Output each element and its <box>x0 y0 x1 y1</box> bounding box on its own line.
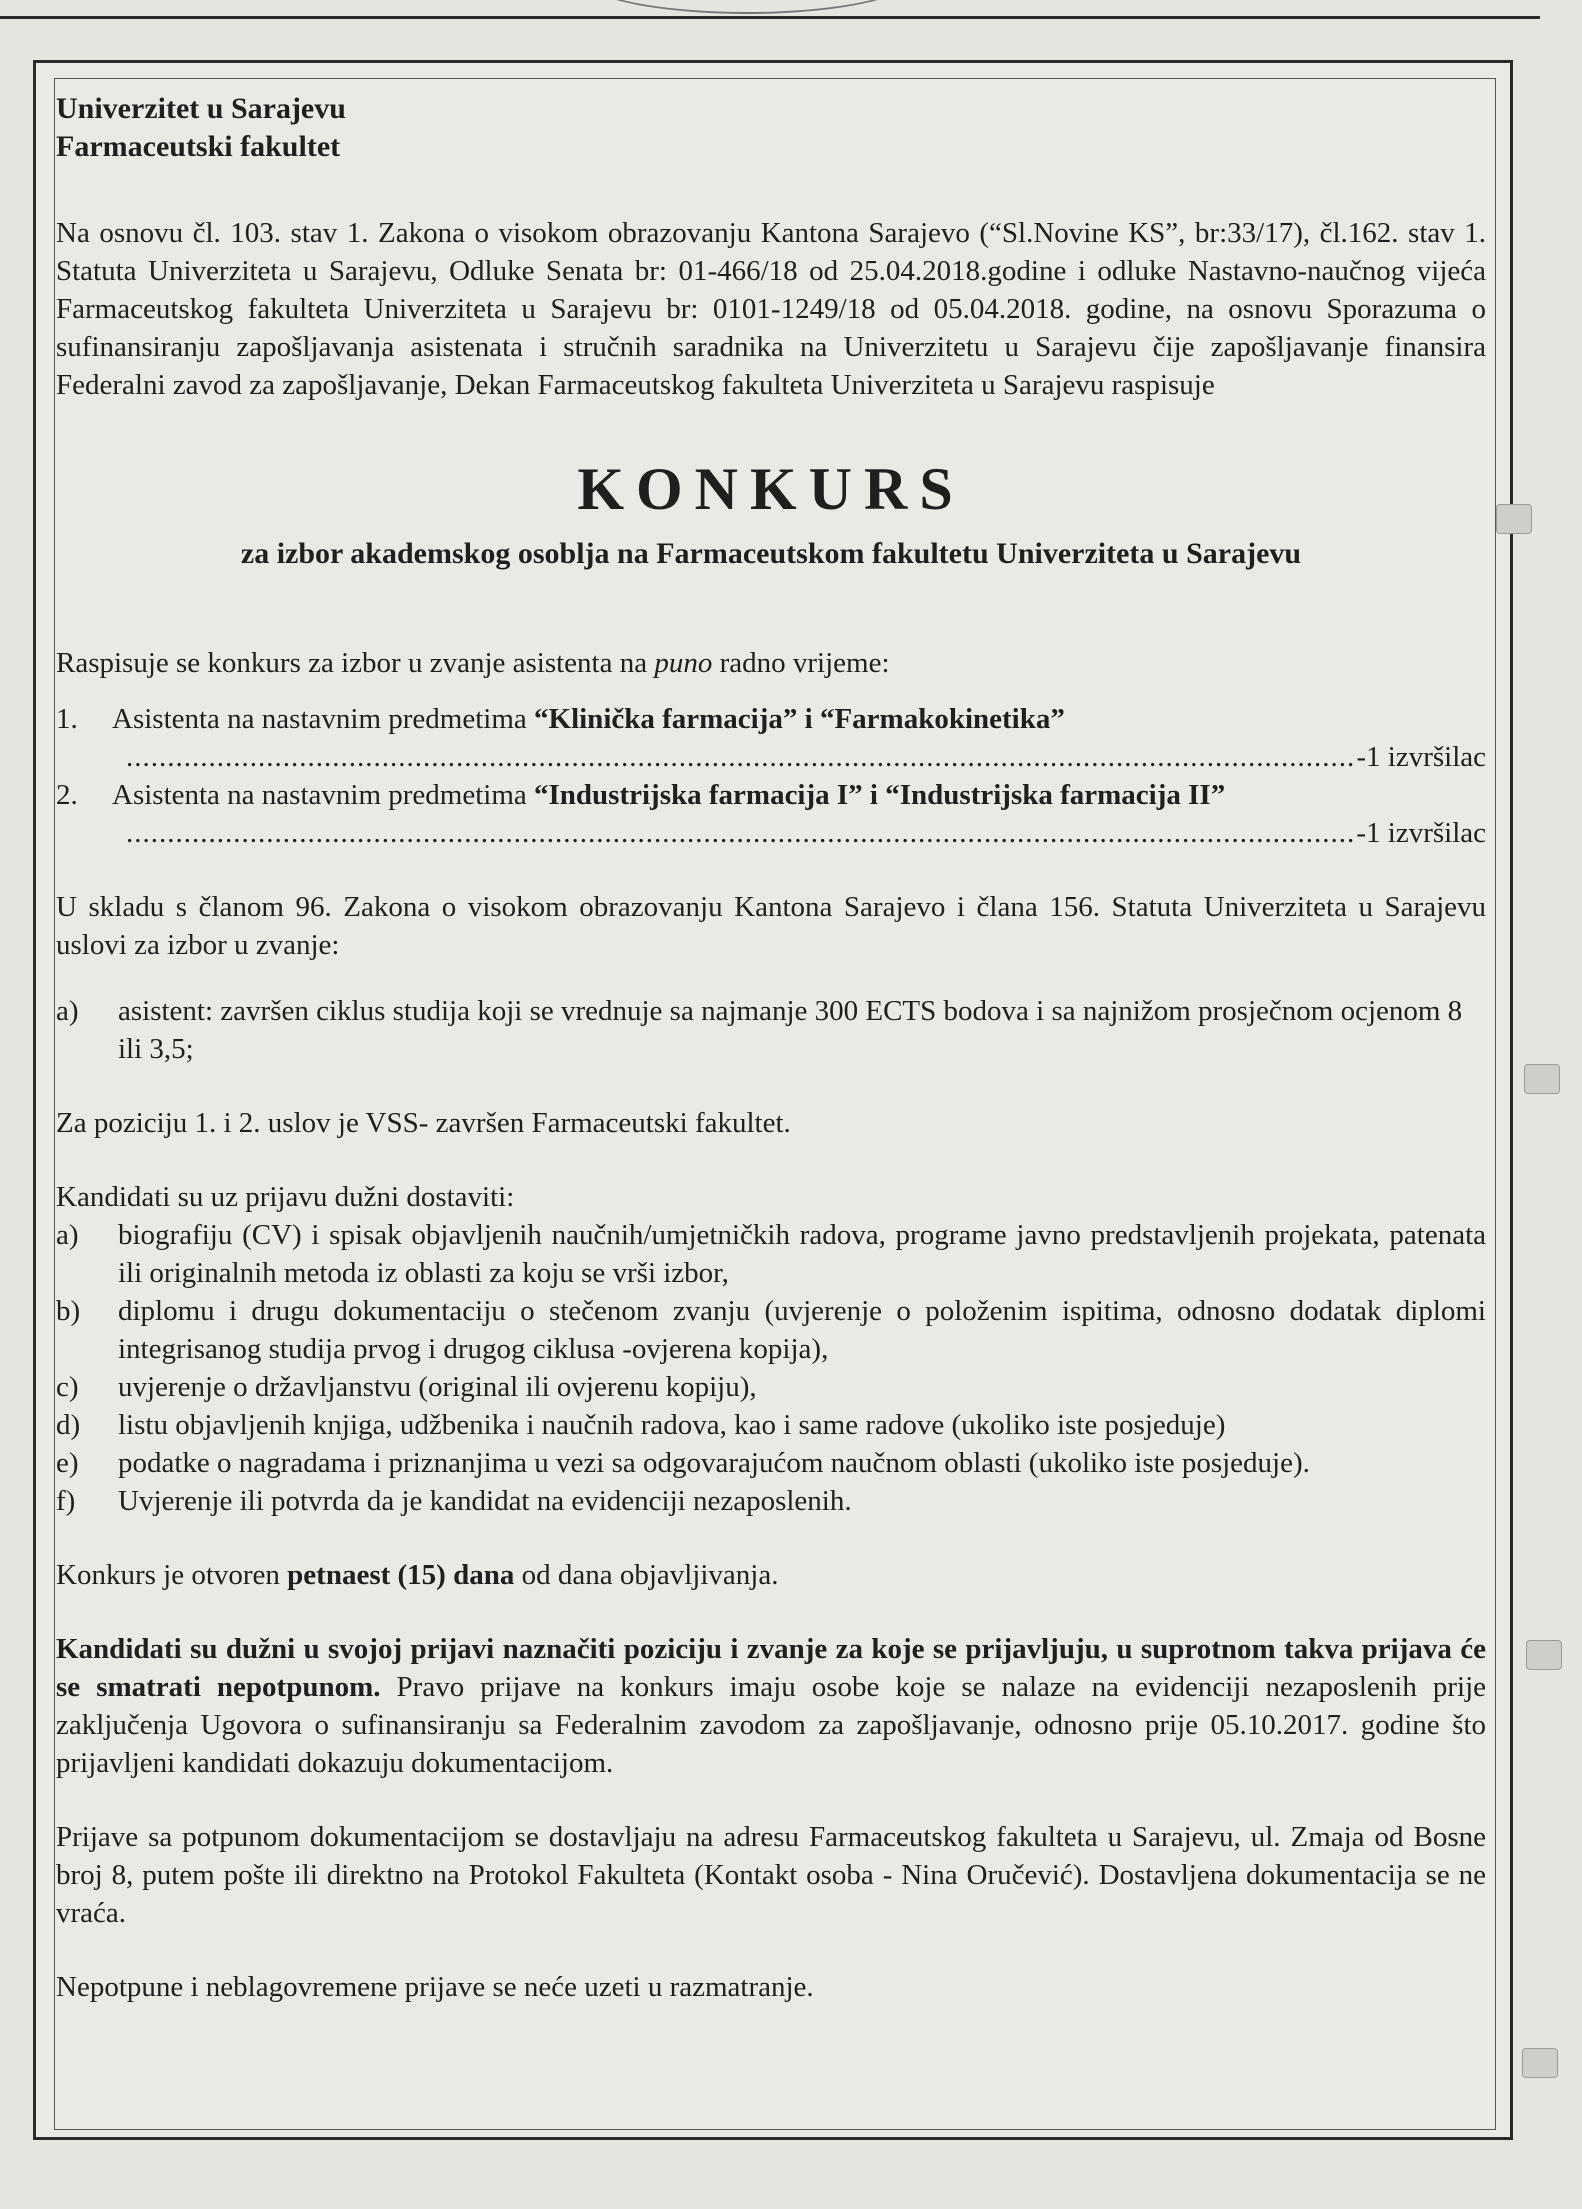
position-count-line: ..... -1 izvršilac <box>126 814 1486 852</box>
document-item: c) uvjerenje o državljanstvu (original ili ovjerenu kopiju), <box>56 1371 757 1403</box>
positions-list <box>56 700 1486 852</box>
page-title: KONKURS <box>577 456 965 522</box>
open-period: Konkurs je otvoren petnaest (15) dana od dana objavljivanja. <box>56 1559 779 1591</box>
position-item: 1. Asistenta na nastavnim predmetima “Klinička farmacija” i “Farmakokinetika” <box>56 703 1065 735</box>
conditions-intro: U skladu s članom 96. Zakona o visokom obrazovanju Kantona Sarajevo i člana 156. Statuta Univerziteta u Sarajevu uslovi za izbor u zvanje: <box>56 891 1486 961</box>
position-condition: Za poziciju 1. i 2. uslov je VSS- završen Farmaceutski fakultet. <box>56 1107 791 1139</box>
binder-clip-mark <box>1496 504 1532 534</box>
intro-paragraph: Na osnovu čl. 103. stav 1. Zakona o visokom obrazovanju Kantona Sarajevo (“Sl.Novine KS”, br:33/17), čl.162. stav 1. Statuta Univerziteta u Sarajevu, Odluke Senata br: 01-466/18 od 25.04.2018.godine i odluke Nastavno-naučnog vijeća Farmaceutskog fakulteta Univerziteta u Sarajevu br: 0101-1249/18 od 05.04.2018. godine, na osnovu Sporazuma o sufinansiranju zapošljavanja asistenata i stručnih saradnika na Univerzitetu u Sarajevu čije zapošljavanje finansira Federalni zavod za zapošljavanje, Dekan Farmaceutskog fakulteta Univerziteta u Sarajevu raspisuje <box>56 217 1486 401</box>
binder-clip-mark <box>1526 1640 1562 1670</box>
document-item: a) biografiju (CV) i spisak objavljenih naučnih/umjetničkih radova, programe javno predstavljenih projekata, patenata ili originalnih metoda iz oblasti za koju se vrši izbor, <box>56 1219 1486 1289</box>
submission-paragraph: Prijave sa potpunom dokumentacijom se dostavljaju na adresu Farmaceutskog fakulteta u Sarajevu, ul. Zmaja od Bosne broj 8, putem pošte ili direktno na Protokol Fakulteta (Kontakt osoba - Nina Oručević). Dostavljena dokumentacija se ne vraća. <box>56 1821 1486 1929</box>
call-paragraph: Raspisuje se konkurs za izbor u zvanje asistenta na puno radno vrijeme: <box>56 647 890 679</box>
closing-paragraph: Nepotpune i neblagovremene prijave se neće uzeti u razmatranje. <box>56 1971 814 2003</box>
page-subtitle: za izbor akademskog osoblja na Farmaceutskom fakultetu Univerziteta u Sarajevu <box>240 537 1302 570</box>
documents-intro: Kandidati su uz prijavu dužni dostaviti: <box>56 1181 515 1213</box>
position-item: 2. Asistenta na nastavnim predmetima “Industrijska farmacija I” i “Industrijska farmacija II” <box>56 779 1226 811</box>
document-item: b) diplomu i drugu dokumentaciju o stečenom zvanju (uvjerenje o položenim ispitima, odnosno dodatak diplomi integrisanog studija prvog i drugog ciklusa -ovjerena kopija), <box>56 1295 1486 1365</box>
notice-content <box>56 90 1486 2006</box>
condition-item: a) asistent: završen ciklus studija koji se vrednuje sa najmanje 300 ECTS bodova i sa najnižom prosječnom ocjenom 8 ili 3,5; <box>56 995 1463 1065</box>
document-item: e) podatke o nagradama i priznanjima u vezi sa odgovarajućom naučnom oblasti (ukoliko iste posjeduje). <box>56 1447 1310 1479</box>
document-item: d) listu objavljenih knjiga, udžbenika i naučnih radova, kao i same radove (ukoliko iste posjeduje) <box>56 1409 1226 1441</box>
binder-clip-mark <box>1524 1064 1560 1094</box>
documents-list <box>56 1216 1486 1520</box>
position-count-line: ..... -1 izvršilac <box>126 738 1486 776</box>
institution-name: Univerzitet u Sarajevu <box>56 92 346 125</box>
binder-clip-mark <box>1522 2048 1558 2078</box>
faculty-name: Farmaceutski fakultet <box>56 130 341 163</box>
notice-paragraph: Kandidati su dužni u svojoj prijavi naznačiti poziciju i zvanje za koje se prijavljuju, u suprotnom takva prijava će se smatrati nepotpunom. Pravo prijave na konkurs imaju osobe koje se nalaze na evidenciji nezaposlenih prije zaključenja Ugovora o sufinansiranju sa Federalnim zavodom za zapošljavanje, odnosno prije 05.10.2017. godine što prijavljeni kandidati dokazuju dokumentacijom. <box>56 1633 1487 1779</box>
document-item: f) Uvjerenje ili potvrda da je kandidat na evidenciji nezaposlenih. <box>56 1485 852 1517</box>
